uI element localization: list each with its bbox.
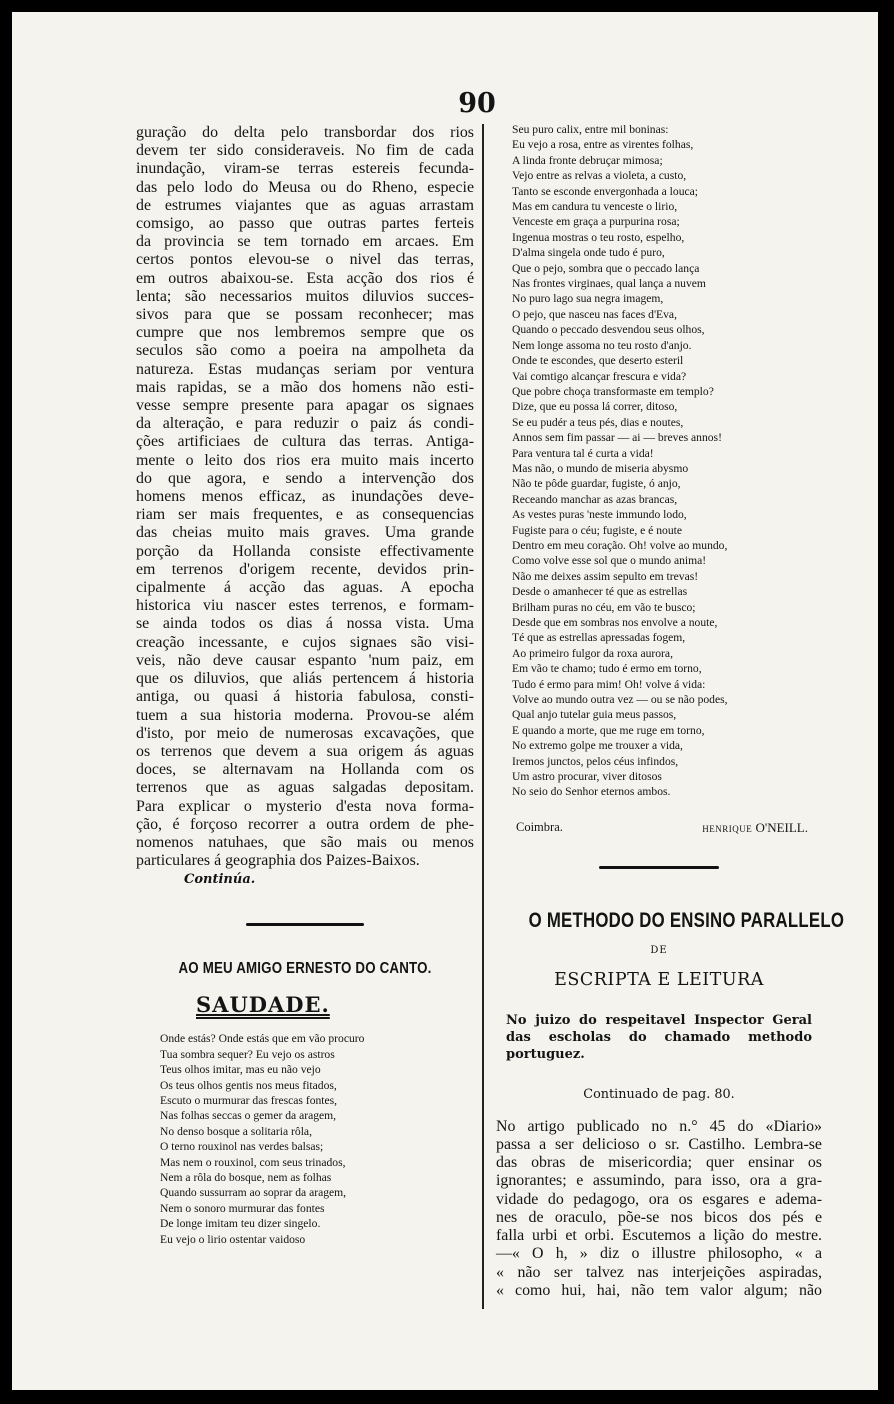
- text-line: nomenos natuhaes, que são mais ou menos: [136, 833, 474, 851]
- text-line: mente o leito dos rios era muito mais incerto: [136, 451, 474, 469]
- verse-line: Ingenua mostras o teu rosto, espelho,: [512, 230, 685, 244]
- column-divider: [482, 124, 484, 1309]
- text-line: das pelo lodo do Meusa ou do Rheno, especie: [136, 178, 474, 196]
- text-line: —« O h, » diz o illustre philosopho, « a: [496, 1245, 822, 1263]
- text-line: cipalmente á acção das aguas. A epocha: [136, 579, 474, 597]
- verse-line: Mas nem o rouxinol, com seus trinados,: [160, 1155, 346, 1169]
- verse-line: As vestes puras 'neste immundo lodo,: [512, 508, 687, 522]
- verse-line: Qual anjo tutelar guia meus passos,: [512, 708, 677, 722]
- text-line: mais rapidas, se a mão dos homens não esti-: [136, 378, 474, 396]
- text-line: das obras de misericordia; quer ensinar os: [496, 1154, 822, 1172]
- text-line: nes de oraculo, põe-se nos bicos dos pés e: [496, 1208, 822, 1226]
- text-line: antiga, ou quasi á historia fabulosa, consti-: [136, 688, 474, 706]
- signature-place: Coimbra.: [516, 819, 563, 834]
- page-number: 90: [458, 88, 496, 119]
- article-title-de: DE: [650, 944, 668, 956]
- right-column: [496, 122, 845, 1300]
- text-line: inundação, viram-se terras estereis fecunda-: [136, 160, 474, 178]
- verse-line: No denso bosque a solitaria rôla,: [160, 1124, 312, 1138]
- text-line: ção, é forçoso recorrer a outra ordem de phe-: [136, 815, 474, 833]
- verse-line: Ao primeiro fulgor da roxa aurora,: [512, 646, 673, 660]
- text-line: comsigo, ao passo que outras partes ferteis: [136, 215, 474, 233]
- verse-line: Nem o sonoro murmurar das fontes: [160, 1201, 325, 1215]
- verse-line: Que o pejo, sombra que o peccado lança: [512, 261, 700, 275]
- verse-line: Vai comtigo alcançar frescura e vida?: [512, 369, 687, 383]
- continua-note: Continúa.: [184, 872, 256, 888]
- verse-line: Eu vejo a rosa, entre as virentes folhas,: [512, 138, 694, 152]
- verse-line: Nem a rôla do bosque, nem as folhas: [160, 1170, 332, 1184]
- verse-line: Desde que em sombras nos envolve a noute,: [512, 616, 718, 629]
- verse-line: Seu puro calix, entre mil boninas:: [512, 123, 669, 136]
- poem-text-left: [160, 1031, 474, 1247]
- verse-line: Se eu pudér a teus pés, dias e noutes,: [512, 415, 684, 429]
- verse-line: Brilham puras no céu, em vão te busco;: [512, 600, 696, 614]
- text-line: do que agora, e sendo a intervenção dos: [136, 469, 474, 487]
- verse-line: Um astro procurar, viver ditosos: [512, 770, 662, 784]
- poem-signature: [516, 820, 808, 836]
- author-last-name: O'NEILL.: [755, 819, 808, 835]
- text-line: da provincia se tem tornado em arcaes. Em: [136, 233, 474, 251]
- verse-line: Mas não, o mundo de miseria abysmo: [512, 461, 689, 475]
- text-line: d'isto, por meio de numerosas excavações, que: [136, 724, 474, 742]
- verse-line: Escuto o murmurar das frescas fontes,: [160, 1093, 338, 1107]
- verse-line: O terno rouxinol nas verdes balsas;: [160, 1140, 324, 1154]
- text-line: ções artificiaes de cultura das terras. Antiga-: [136, 433, 474, 451]
- text-line: em terrenos d'origem recente, devidos prin-: [136, 560, 474, 578]
- verse-line: O pejo, que nasceu nas faces d'Eva,: [512, 307, 677, 321]
- verse-line: Venceste em graça a purpurina rosa;: [512, 215, 680, 229]
- text-line: das cheias muito mais graves. Uma grande: [136, 524, 474, 542]
- verse-line: Em vão te chamo; tudo é ermo em torno,: [512, 662, 702, 676]
- poem-text-right: [512, 122, 822, 800]
- text-line: seculos são como a poeira na ampolheta da: [136, 342, 474, 360]
- text-line: da alteração, e para reduzir o paiz ás condi-: [136, 415, 474, 433]
- text-line: creação incessante, e cujos signaes são visi-: [136, 633, 474, 651]
- verse-line: Dentro em meu coração. Oh! volve ao mundo,: [512, 538, 728, 552]
- text-line: se ainda todos os dias á nossa vista. Uma: [136, 615, 474, 633]
- verse-line: No extremo golpe me trouxer a vida,: [512, 739, 683, 753]
- poem-dedication: AO MEU AMIGO ERNESTO DO CANTO.: [178, 960, 432, 978]
- left-column: [136, 124, 474, 1247]
- text-line: lenta; são necessarios muitos diluvios succes-: [136, 287, 474, 305]
- verse-line: Que pobre choça transformaste em templo?: [512, 384, 714, 398]
- verse-line: Tudo é ermo para mim! Oh! volve á vida:: [512, 677, 706, 691]
- verse-line: Nas frontes virginaes, qual lança a nuvem: [512, 277, 706, 291]
- text-line: passa a ser delicioso o sr. Castilho. Lembra-se: [496, 1136, 822, 1154]
- text-line: « não ser talvez nas interjeições aspiradas,: [496, 1263, 822, 1281]
- continued-note: Continuado de pag. 80.: [583, 1086, 735, 1102]
- text-line: natureza. Estas mudanças seriam por ventura: [136, 360, 474, 378]
- section-divider: [246, 923, 364, 926]
- author-first-name: HENRIQUE: [702, 823, 753, 834]
- text-line: ignorantes; e assumindo, para isso, ora a gra-: [496, 1172, 822, 1190]
- article-title: O METHODO DO ENSINO PARALLELO: [528, 908, 845, 932]
- text-line: Para explicar o mysterio d'esta nova forma-: [136, 797, 474, 815]
- verse-line: Teus olhos imitar, mas eu não vejo: [160, 1063, 321, 1077]
- verse-line: Dize, que eu possa lá correr, ditoso,: [512, 400, 678, 414]
- verse-line: Desde o amanhecer té que as estrellas: [512, 585, 688, 599]
- verse-line: Annos sem fim passar — ai — breves annos!: [512, 431, 722, 445]
- poem-title: SAUDADE.: [196, 992, 330, 1018]
- verse-line: Mas em candura tu venceste o lirio,: [512, 200, 678, 214]
- verse-line: Eu vejo o lirio ostentar vaidoso: [160, 1232, 306, 1246]
- right-article-text: [496, 1118, 822, 1300]
- left-article-text: [136, 124, 474, 870]
- verse-line: Nas folhas seccas o gemer da aragem,: [160, 1109, 337, 1123]
- text-line: vesse sempre presente para apagar os signaes: [136, 397, 474, 415]
- signature-author: [702, 820, 808, 836]
- verse-line: Onde te escondes, que deserto esteril: [512, 354, 684, 368]
- verse-line: Fugiste para o céu; fugiste, e é noute: [512, 523, 682, 537]
- verse-line: Como volve esse sol que o mundo anima!: [512, 554, 707, 568]
- article-intro: No juizo do respeitavel Inspector Geral das escholas do chamado methodo portuguez.: [506, 1012, 812, 1062]
- section-divider: [599, 866, 719, 869]
- verse-line: Vejo entre as relvas a violeta, a custo,: [512, 169, 687, 183]
- verse-line: No puro lago sua negra imagem,: [512, 292, 664, 306]
- verse-line: A linda fronte debruçar mimosa;: [512, 153, 663, 167]
- text-line: tuem a sua historia moderna. Provou-se além: [136, 706, 474, 724]
- verse-line: Tua sombra sequer? Eu vejo os astros: [160, 1047, 335, 1061]
- verse-line: Não me deixes assim sepulto em trevas!: [512, 569, 699, 583]
- text-line: « como hui, hai, não tem valor algum; não: [496, 1281, 822, 1299]
- text-line: certos pontos elevou-se o nivel das terras,: [136, 251, 474, 269]
- text-line: homens menos efficaz, as inundações deve-: [136, 488, 474, 506]
- verse-line: E quando a morte, que me ruge em torno,: [512, 723, 705, 737]
- text-line: que os diluvios, que aliás pertencem á historia: [136, 670, 474, 688]
- verse-line: De longe imitam teu dizer singelo.: [160, 1217, 321, 1231]
- verse-line: D'alma singela onde tudo é puro,: [512, 246, 665, 260]
- text-line: guração do delta pelo transbordar dos rios: [136, 124, 474, 141]
- verse-line: Quando sussurram ao soprar da aragem,: [160, 1186, 347, 1200]
- verse-line: Receando manchar as azas brancas,: [512, 492, 678, 506]
- newspaper-page: [12, 12, 878, 1390]
- text-line: No artigo publicado no n.° 45 do «Diario»: [496, 1117, 822, 1135]
- text-line: em outros abaixou-se. Esta acção dos rios é: [136, 269, 474, 287]
- verse-line: Nem longe assoma no teu rosto d'anjo.: [512, 338, 692, 352]
- text-line: os terrenos que devem a sua origem ás aguas: [136, 742, 474, 760]
- verse-line: Onde estás? Onde estás que em vão procuro: [160, 1032, 365, 1046]
- verse-line: Volve ao mundo outra vez — ou se não podes,: [512, 693, 728, 707]
- text-line: porção da Hollanda consiste effectivamente: [136, 542, 474, 560]
- text-line: falla urbi et orbi. Escutemos a lição do mestre.: [496, 1227, 822, 1245]
- verse-line: Os teus olhos gentis nos meus fitados,: [160, 1078, 337, 1092]
- verse-line: No seio do Senhor eternos ambos.: [512, 785, 671, 799]
- text-line: particulares á geographia dos Paizes-Baixos.: [136, 852, 420, 870]
- verse-line: Não te pôde guardar, fugiste, ó anjo,: [512, 477, 681, 491]
- text-line: sivos para que se possam reconhecer; mas: [136, 306, 474, 324]
- verse-line: Tanto se esconde envergonhada a louca;: [512, 184, 699, 198]
- text-line: cumpre que nos lembremos sempre que os: [136, 324, 474, 342]
- text-line: veis, não deve causar espanto 'num paiz, em: [136, 651, 474, 669]
- verse-line: Quando o peccado desvendou seus olhos,: [512, 323, 705, 337]
- text-line: vidade do pedagogo, ora os esgares e adema-: [496, 1190, 822, 1208]
- article-subtitle: ESCRIPTA E LEITURA: [554, 969, 764, 990]
- verse-line: Té que as estrellas apressadas fogem,: [512, 631, 686, 645]
- verse-line: Iremos junctos, pelos céus infindos,: [512, 754, 679, 768]
- text-line: doces, se alternavam na Hollanda com os: [136, 761, 474, 779]
- text-line: historica viu nascer estes terrenos, e formam-: [136, 597, 474, 615]
- text-line: terrenos que as aguas salgadas depositam.: [136, 779, 474, 797]
- text-line: devem ter sido consideraveis. No fim de cada: [136, 142, 474, 160]
- text-line: riam ser mais frequentes, e as consequencias: [136, 506, 474, 524]
- verse-line: Para ventura tal é curta a vida!: [512, 446, 654, 460]
- text-line: de estrumes viajantes que as aguas arrastam: [136, 196, 474, 214]
